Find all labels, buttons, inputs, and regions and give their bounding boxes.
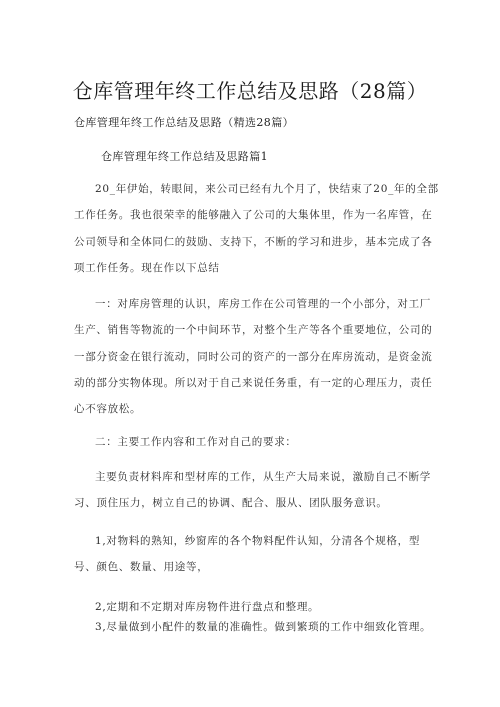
- paragraph-line: 3,尽量做到小配件的数量的准确性。做到繁琐的工作中细致化管理。: [95, 621, 432, 633]
- paragraph-responsibilities: [74, 464, 432, 517]
- paragraph-line: 主要负责材料库和型材库的工作，从生产大局来说，激励自己不断学: [95, 471, 431, 483]
- paragraph-line: 项工作任务。现在作以下总结: [74, 261, 220, 274]
- paragraph-item-3: [74, 614, 432, 640]
- paragraph-line: 20_年伊始，转眼间，来公司已经有九个月了，快结束了20_年的全部: [95, 183, 439, 195]
- paragraph-line: 公司领导和全体同仁的鼓励、支持下，不断的学习和进步，基本完成了各: [74, 235, 433, 248]
- paragraph-intro: [74, 176, 439, 281]
- paragraph-main-duties-heading: [74, 429, 432, 455]
- paragraph-line: 动的部分实物体现。所以对于自己来说任务重，有一定的心理压力，责任: [74, 376, 433, 389]
- paragraph-line: 1,对物料的熟知，纱窗库的各个物料配件认知，分清各个规格，型: [95, 535, 421, 547]
- document-subtitle: 仓库管理年终工作总结及思路（精选28篇）: [74, 116, 294, 129]
- paragraph-line: 习、顶住压力，树立自己的协调、配合、服从、团队服务意识。: [74, 497, 388, 510]
- section-heading: 仓库管理年终工作总结及思路篇1: [101, 150, 268, 163]
- paragraph-line: 一部分资金在银行流动，同时公司的资产的一部分在库房流动，是资金流: [74, 350, 433, 363]
- document-title: 仓库管理年终工作总结及思路（28篇）: [72, 79, 428, 103]
- paragraph-line: 号、颜色、数量、用途等，: [74, 561, 209, 574]
- paragraph-line: 心不容放松。: [74, 403, 142, 416]
- paragraph-line: 二：主要工作内容和工作对自己的要求：: [95, 436, 297, 448]
- paragraph-line: 生产、销售等物流的一个中间环节，对整个生产等各个重要地位，公司的: [74, 324, 433, 337]
- paragraph-warehouse-role: [74, 291, 432, 422]
- paragraph-line: 工作任务。我也很荣幸的能够融入了公司的大集体里，作为一名库管，在: [74, 209, 433, 222]
- paragraph-line: 一：对库房管理的认识，库房工作在公司管理的一个小部分，对工厂: [95, 298, 431, 310]
- paragraph-line: 2,定期和不定期对库房物件进行盘点和整理。: [95, 601, 320, 613]
- paragraph-item-1: [74, 528, 432, 581]
